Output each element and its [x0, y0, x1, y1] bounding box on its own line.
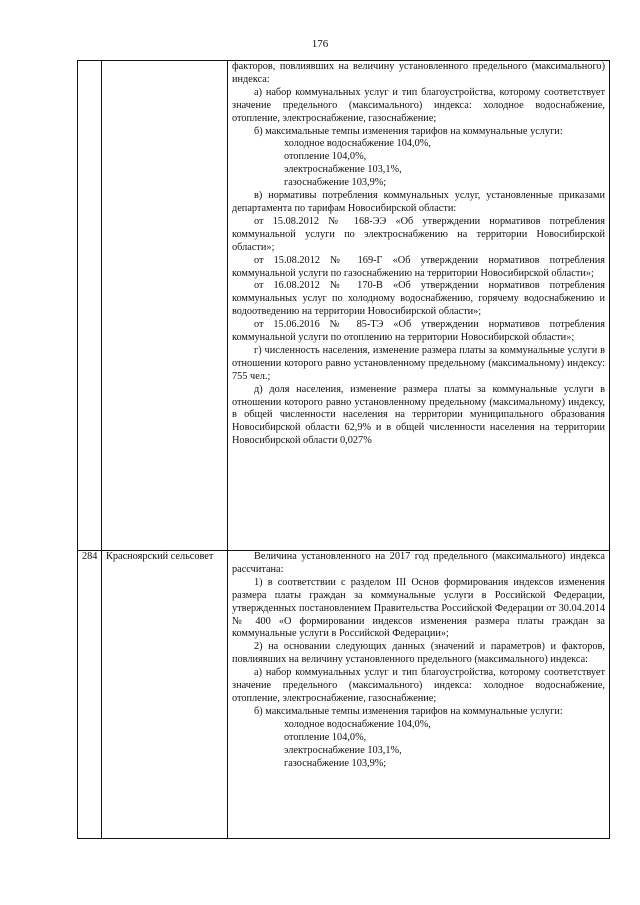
paragraph: 1) в соответствии с разделом III Основ формирования индексов изменения размера платы граждан за коммунальные услуги в Российской Федерации, утвержденных постановлением Правительства Российской Федерации от 30.04.2014 № 400 «О формировании индексов изменения размера платы граждан за коммунальные услуги в Российской Федерации»; — [232, 576, 605, 640]
tariff-item: газоснабжение 103,9%; — [284, 177, 387, 189]
paragraph: от 16.08.2012 № 170-В «Об утверждении нормативов потребления коммунальных услуг по холодному водоснабжению, горячему водоснабжению и водоотведению на территории Новосибирской области»; — [232, 280, 605, 318]
paragraph: факторов, повлиявших на величину установленного предельного (максимального) индекса: — [232, 61, 605, 85]
tariff-item: электроснабжение 103,1%, — [284, 164, 402, 176]
paragraph: в) нормативы потребления коммунальных услуг, установленные приказами департамента по тарифам Новосибирской области: — [232, 190, 605, 214]
paragraph: г) численность населения, изменение размера платы за коммунальные услуги в отношении которого равно установленному предельному (максимальному) индексу: 755 чел.; — [232, 344, 605, 382]
municipality-name-cell — [102, 61, 228, 551]
table-row — [78, 61, 610, 551]
paragraph: а) набор коммунальных услуг и тип благоустройства, которому соответствует значение предельного (максимального) индекса: холодное водоснабжение, отопление, электроснабжение, газоснабжение; — [232, 667, 605, 704]
paragraph: д) доля населения, изменение размера платы за коммунальные услуги в отношении которого равно установленному предельному (максимальному) индексу, в общей численности населения на территории муниципального образования Новосибирской области 62,9% и в общей численности населения на территории Новосибирской области 0,027% — [232, 383, 605, 447]
tariff-item: газоснабжение 103,9%; — [284, 757, 387, 769]
tariff-item: отопление 104,0%, — [284, 151, 367, 163]
paragraph: от 15.08.2012 № 169-Г «Об утверждении нормативов потребления коммунальной услуги по газоснабжению на территории Новосибирской области»; — [232, 254, 605, 279]
page-number: 176 — [311, 38, 329, 50]
paragraph: от 15.08.2012 № 168-ЭЭ «Об утверждении нормативов потребления коммунальной услуги по электроснабжению на территории Новосибирской области»; — [232, 215, 605, 253]
row-number-cell — [78, 61, 102, 551]
description-cell — [228, 61, 610, 551]
paragraph: б) максимальные темпы изменения тарифов на коммунальные услуги: — [254, 125, 563, 137]
tariff-item: электроснабжение 103,1%, — [284, 744, 402, 756]
tariff-item: холодное водоснабжение 104,0%, — [284, 138, 431, 150]
paragraph: а) набор коммунальных услуг и тип благоустройства, которому соответствует значение предельного (максимального) индекса: холодное водоснабжение, отопление, электроснабжение, газоснабжение; — [232, 86, 605, 124]
tariff-item: отопление 104,0%, — [284, 731, 367, 743]
description-cell — [228, 551, 610, 839]
paragraph: Величина установленного на 2017 год предельного (максимального) индекса рассчитана: — [232, 551, 605, 575]
municipal-index-table — [77, 60, 610, 839]
paragraph: от 15.06.2016 № 85-ТЭ «Об утверждении нормативов потребления коммунальной услуги по отоплению на территории Новосибирской области»; — [232, 319, 605, 344]
table-row — [78, 551, 610, 839]
tariff-item: холодное водоснабжение 104,0%, — [284, 718, 431, 730]
municipality-name-cell: Красноярский сельсовет — [102, 551, 228, 839]
paragraph: б) максимальные темпы изменения тарифов на коммунальные услуги: — [254, 705, 563, 717]
paragraph: 2) на основании следующих данных (значений и параметров) и факторов, повлиявших на величину установленного предельного (максимального) индекса: — [232, 641, 605, 666]
row-number-cell: 284 — [78, 551, 102, 839]
